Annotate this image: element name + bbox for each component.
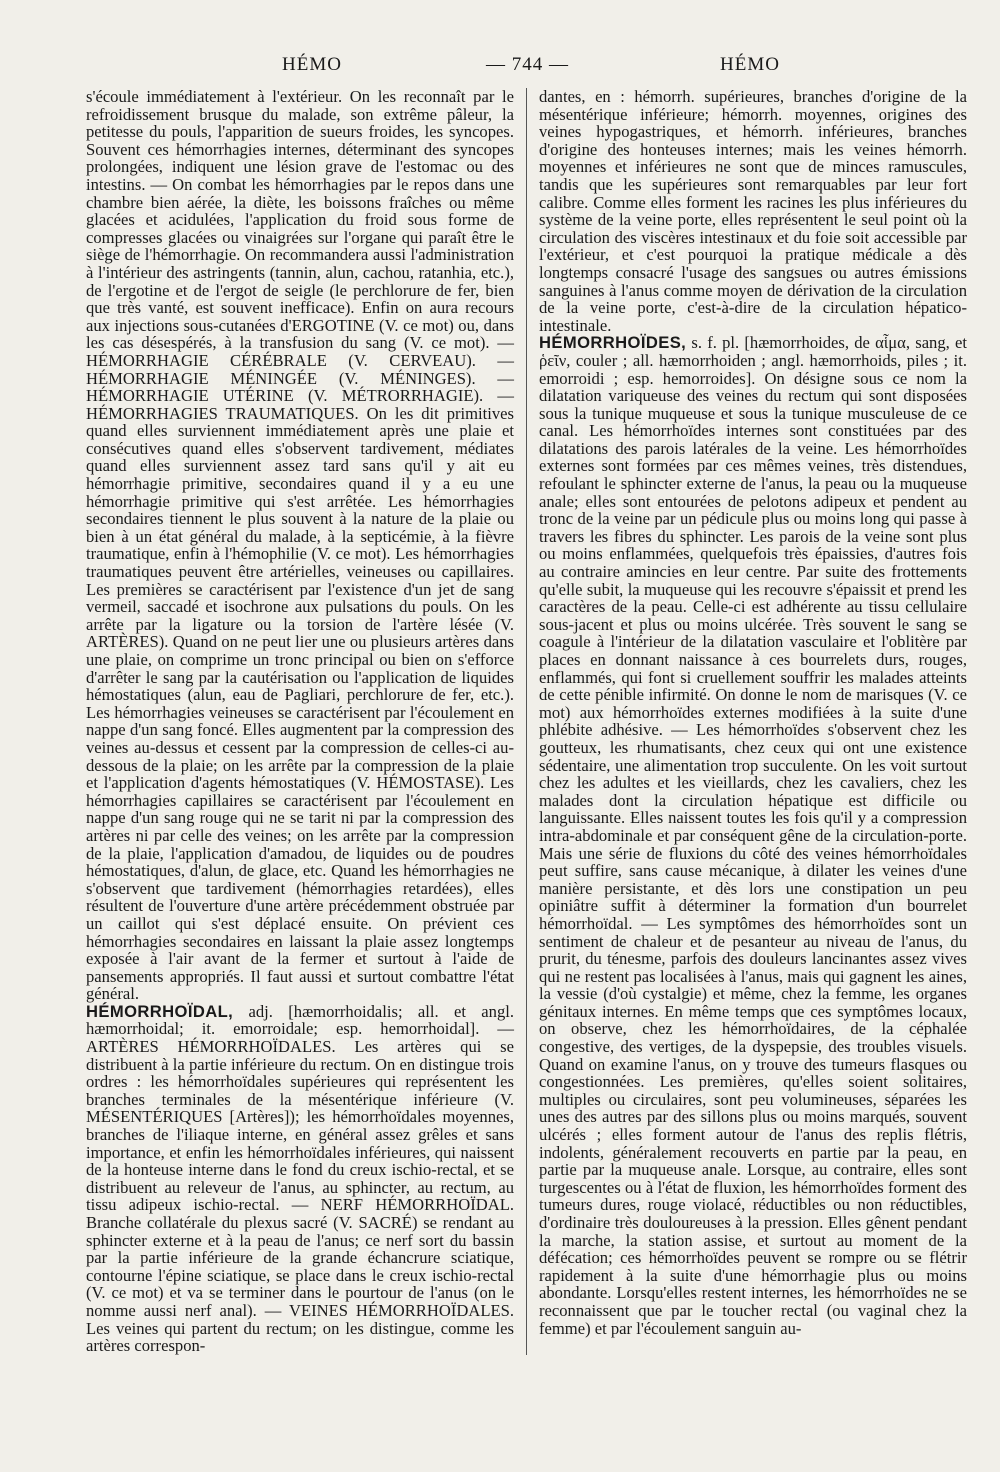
entry-hemorrhoides [539, 334, 967, 1337]
right-column [539, 88, 967, 1355]
entry-headword: HÉMORRHOÏDES, [539, 333, 687, 353]
left-column [86, 88, 514, 1355]
page-number: — 744 — [486, 54, 569, 75]
entry-hemorrhoidal [86, 1003, 514, 1355]
text-columns [86, 88, 966, 1355]
column-divider [526, 88, 527, 1355]
entry-body: adj. [hæmorrhoidalis; all. et angl. hæmorrhoidal; it. emorroidale; esp. hemorrhoidal]. — ARTÈRES HÉMORRHOÏDALES. Les artères qui se distribuent à la partie inférieure du rectum. On en distingue trois ordres : les hémorrhoïdales supérieures qui représentent les branches terminales de la mésentérique inférieure (V. MÉSENTÉRIQUES [Artères]); les hémorrhoïdales moyennes, branches de l'iliaque interne, en général assez grêles et sans importance, et enfin les hémorrhoïdales inférieures, qui naissent de la honteuse interne dans le fond du creux ischio-rectal, et se distribuent au releveur de l'anus, au sphincter, au rectum, au tissu adipeux ischio-rectal. — NERF HÉMORRHOÏDAL. Branche collatérale du plexus sacré (V. SACRÉ) se rendant au sphincter externe et à la peau de l'anus; ce nerf sort du bassin par la partie inférieure de la grande échancrure sciatique, contourne l'épine sciatique, se place dans le creux ischio-rectal (V. ce mot) et va se terminer dans le pourtour de l'anus (on le nomme aussi nerf anal). — VEINES HÉMORRHOÏDALES. Les veines qui partent du rectum; on les distingue, comme les artères correspon- [86, 1001, 514, 1356]
hemorrhoidal-continuation: dantes, en : hémorrh. supérieures, branches d'origine de la mésentérique inférieure; hémorrh. moyennes, origines des veines hypogastriques, et hémorrh. inférieures, branches d'origine des honteuses internes; mais les veines hémorrh. moyennes et inférieures ne sont que de minces ramuscules, tandis que les supérieures sont remarquables par leur fort calibre. Comme elles forment les racines les plus inférieures du système de la veine porte, elles représentent le seul point où la circulation des viscères intestinaux et du foie soit accessible par l'extérieur, et c'est pourquoi la pratique médicale a dès longtemps consacré l'usage des sangsues ou autres émissions sanguines à l'anus comme moyen de dérivation de la circulation de la veine porte, c'est-à-dire de la circulation hépatico-intestinale. [539, 87, 967, 335]
entry-headword: HÉMORRHOÏDAL, [86, 1001, 234, 1021]
hemorrhagie-continuation: s'écoule immédiatement à l'extérieur. On les reconnaît par le refroidissement brusque du malade, son extrême pâleur, la petitesse du pouls, l'apparition de sueurs froides, les syncopes. Souvent ces hémorrhagies internes, déterminant des syncopes prolongées, indiquent une lésion grave de l'estomac ou des intestins. — On combat les hémorrhagies par le repos dans une chambre bien aérée, la diète, les boissons fraîches ou même glacées et acidulées, l'application du froid sous forme de compresses glacées ou vinaigrées sur l'organe qui paraît être le siège de l'hémorrhagie. On recommandera aussi l'administration à l'intérieur des astringents (tannin, alun, cachou, ratanhia, etc.), de l'ergotine et de l'ergot de seigle (le perchlorure de fer, bien que très vanté, est souvent inefficace). Enfin on aura recours aux injections sous-cutanées d'ERGOTINE (V. ce mot) ou, dans les cas désespérés, à la transfusion du sang (V. ce mot). — HÉMORRHAGIE CÉRÉBRALE (V. CERVEAU). — HÉMORRHAGIE MÉNINGÉE (V. MÉNINGES). — HÉMORRHAGIE UTÉRINE (V. MÉTRORRHAGIE). — HÉMORRHAGIES TRAUMATIQUES. On les dit primitives quand elles surviennent immédiatement après une plaie et consécutives quand elles s'observent tardivement, médiates quand elles surviennent assez tard sans qu'il y ait eu hémorrhagie primitive, secondaires quand il y a eu une hémorrhagie primitive qui s'est arrêtée. Les hémorrhagies secondaires tiennent le plus souvent à la nature de la plaie ou bien à un état général du malade, à la septicémie, à la fièvre traumatique, enfin à l'hémophilie (V. ce mot). Les hémorrhagies traumatiques peuvent être artérielles, veineuses ou capillaires. Les premières se caractérisent par l'existence d'un jet de sang vermeil, saccadé et isochrone aux pulsations du pouls. On les arrête par la ligature ou la torsion de l'artère lésée (V. ARTÈRES). Quand on ne peut lier une ou plusieurs artères dans une plaie, on comprime un tronc principal ou bien on s'efforce d'arrêter le sang par la cautérisation ou l'application de liquides hémostatiques (alun, eau de Pagliari, perchlorure de fer, etc.). Les hémorrhagies veineuses se caractérisent par l'écoulement en nappe d'un sang foncé. Elles augmentent par la compression des veines au-dessus et cessent par la compression de celles-ci au-dessous de la plaie; on les arrête par la compression de la plaie et l'application d'agents hémostatiques (V. HÉMOSTASE). Les hémorrhagies capillaires se caractérisent par l'écoulement en nappe d'un sang rouge qui ne se tarit ni par la compression des artères ni par celle des veines; on les arrête par la compression de la plaie, l'application d'amadou, de liquides ou de poudres hémostatiques, d'alun, de glace, etc. Quand les hémorrhagies ne s'observent que tardivement (hémorrhagies retardées), elles résultent de l'ouverture d'une artère précédemment obstruée par un caillot qui s'est déplacé ensuite. On prévient ces hémorrhagies secondaires en laissant la plaie assez longtemps exposée à l'air avant de la fermer et surtout à l'aide de pansements appropriés. Il faut aussi et surtout combattre l'état général. [86, 87, 514, 1004]
entry-body: s. f. pl. [hæmorrhoides, de αἷμα, sang, et ῥεῖν, couler ; all. hæmorrhoiden ; angl. hæmorrhoids, piles ; it. emorroidi ; esp. hemorroides]. On désigne sous ce nom la dilatation variqueuse des veines du rectum qui sont disposées sous la tunique muqueuse et sous la tunique musculeuse de ce canal. Les hémorrhoïdes internes sont constituées par des dilatations des parois latérales de la veine. Les hémorrhoïdes externes sont formées par ces mêmes veines, très distendues, refoulant le sphincter externe de l'anus, la peau ou la muqueuse anale; elles sont entourées de pelotons adipeux et pendent au tronc de la veine par un pédicule plus ou moins long qui passe à travers les fibres du sphincter. Les parois de la veine sont plus ou moins enflammées, quelquefois très épaissies, d'autres fois au contraire amincies en leur centre. Par suite des frottements qu'elle subit, la muqueuse qui les recouvre s'épaissit et prend les caractères de la peau. Celle-ci est adhérente au tissu cellulaire sous-jacent et plus ou moins ulcérée. Très souvent le sang se coagule à l'intérieur de la dilatation vasculaire et l'oblitère par places en donnant naissance à ces bourrelets durs, rouges, enflammés, qui font si cruellement souffrir les malades atteints de cette pénible infirmité. On donne le nom de marisques (V. ce mot) aux hémorrhoïdes externes modifiées à la suite d'une phlébite adhésive. — Les hémorrhoïdes s'observent chez les goutteux, les rhumatisants, chez ceux qui ont une existence sédentaire, une alimentation trop succulente. On les voit surtout chez les adultes et les vieillards, chez les cavaliers, chez les malades dont la circulation hépatique est difficile ou languissante. Elles naissent toutes les fois qu'il y a compression intra-abdominale et par conséquent gêne de la circulation-porte. Mais une série de fluxions du côté des veines hémorrhoïdales peut suffire, sans cause mécanique, à dilater les veines d'une manière persistante, et dès lors une constipation un peu opiniâtre suffit à déterminer la formation d'un bourrelet hémorrhoïdal. — Les symptômes des hémorrhoïdes sont un sentiment de chaleur et de pesanteur au niveau de l'anus, du prurit, du ténesme, parfois des douleurs lancinantes assez vives qui ne restent pas localisées à l'anus, mais qui gagnent les aines, la vessie (d'où cystalgie) et même, chez la femme, les organes génitaux internes. En même temps que ces symptômes locaux, on observe, chez les hémorrhoïdaires, de la céphalée congestive, des vertiges, de la dyspepsie, des troubles visuels. Quand on examine l'anus, on y trouve des tumeurs flasques ou congestionnées. Les premières, qu'elles soient solitaires, multiples ou circulaires, sont peu volumineuses, séparées les unes des autres par des sillons plus ou moins marqués, souvent ulcérés ; elles forment autour de l'anus des replis flétris, indolents, généralement recouverts en partie par la peau, en partie par la muqueuse anale. Lorsque, au contraire, elles sont turgescentes ou à l'état de fluxion, les hémorrhoïdes forment des tumeurs dures, rouge violacé, réductibles ou non réductibles, d'ordinaire très douloureuses à la pression. Elles gênent pendant la marche, la station assise, et surtout au moment de la défécation; ces hémorrhoïdes peuvent se rompre ou se flétrir rapidement à la suite d'une hémorrhagie plus ou moins abondante. Lorsqu'elles restent internes, les hémorrhoïdes ne se reconnaissent que par le toucher rectal (ou vaginal chez la femme) et par l'écoulement sanguin au- [539, 333, 967, 1338]
running-head-left: HÉMO [282, 54, 342, 75]
running-head-right: HÉMO [720, 54, 780, 75]
page-header [86, 54, 966, 84]
